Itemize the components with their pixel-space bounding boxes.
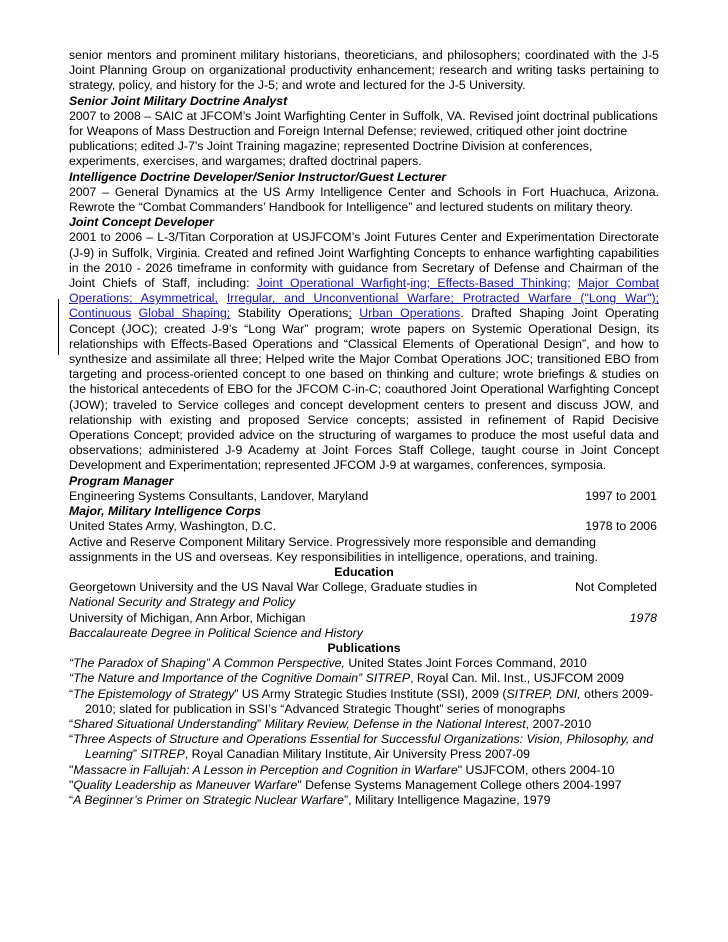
job-org-row xyxy=(69,489,659,504)
publication-title: Three Aspects of Structure and Operations Essential for Successful Organizations: Vision, Philosophy, and Learning xyxy=(73,732,654,762)
section-heading-publications: Publications xyxy=(327,640,401,655)
education-status: Not Completed xyxy=(574,580,657,595)
publications-section xyxy=(69,641,659,808)
education-year: 1978 xyxy=(629,610,657,625)
concept-link-major-combat-operations[interactable]: Major Combat Operations; Asymmetrical, xyxy=(69,276,659,306)
concept-link-urban-operations[interactable]: Urban Operations xyxy=(359,306,461,321)
publication-source: " Defense Systems Management College others 2004-1997 xyxy=(297,777,622,792)
publication-item xyxy=(69,793,659,808)
separator: - xyxy=(406,276,411,291)
concept-text-1: 2001 to 2006 – L-3/Titan Corporation at USJFCOM’s Joint Futures Center and Experimentation Directorate (J-9) in Suffolk, Virginia. Created and refined Joint Warfighting Concepts to enhance warfighting capabilities in the 2010 - 2026 timeframe in conformity with guidance from Secretary of Defense and Chairman of the Joint Chiefs of Staff, including: xyxy=(69,230,659,291)
education-school: Georgetown University and the US Naval War College, Graduate studies in xyxy=(69,580,478,595)
publication-item xyxy=(69,656,659,671)
publication-item xyxy=(69,717,659,732)
education-degree: Baccalaureate Degree in Political Science and History xyxy=(69,625,363,640)
publication-title: The Epistemology of Strategy xyxy=(73,686,235,701)
concept-link-semicolon[interactable]: ; xyxy=(348,306,352,321)
section-heading-education: Education xyxy=(334,564,394,579)
job-dates: 1978 to 2006 xyxy=(585,519,657,534)
job-doctrine-analyst xyxy=(69,94,659,170)
job-description: 2007 to 2008 – SAIC at JFCOM’s Joint Warfighting Center in Suffolk, VA. Revised joint doctrinal publications for Weapons of Mass Destruction and Foreign Internal Defense; reviewed, critiqued other joint doctrine publications; edited J-7’s Joint Training magazine; represented Doctrine Division at conferences, experiments, exercises, and wargames; drafted doctrinal papers. xyxy=(69,108,658,169)
quote-mark: " xyxy=(69,762,74,777)
education-entry-georgetown xyxy=(69,580,659,595)
publication-source: others 2009-2010; slated for publication in SSI’s “Advanced Strategic Thought” series of monographs xyxy=(85,686,654,716)
job-title: Major, Military Intelligence Corps xyxy=(69,504,262,519)
resume-page xyxy=(69,48,659,808)
education-field: National Security and Strategy and Policy xyxy=(69,595,296,610)
quote-mark: ” xyxy=(132,747,141,762)
job-title: Program Manager xyxy=(69,473,174,488)
quote-mark: " xyxy=(69,777,74,792)
education-section xyxy=(69,565,659,641)
publication-source: " USJFCOM, others 2004-10 xyxy=(457,762,615,777)
publication-title: “The Nature and Importance of the Cognitive Domain” SITREP xyxy=(69,671,411,686)
publication-title: “The Paradox of Shaping” A Common Perspective, xyxy=(69,656,345,671)
job-title: Joint Concept Developer xyxy=(69,215,214,230)
separator xyxy=(571,276,578,290)
publication-venue: Military Review, Defense in the National Interest xyxy=(264,716,526,731)
job-organization: Engineering Systems Consultants, Landover, Maryland xyxy=(69,488,369,503)
publication-source: , 2007-2010 xyxy=(525,716,592,731)
quote-mark: “ xyxy=(69,792,74,807)
publication-source: ”, Military Intelligence Magazine, 1979 xyxy=(343,792,551,807)
concept-link-global-shaping[interactable]: Global Shaping; xyxy=(138,306,231,321)
publication-item xyxy=(69,671,659,686)
education-school: University of Michigan, Ann Arbor, Michigan xyxy=(69,610,306,625)
publication-title: Massacre in Fallujah: A Lesson in Perception and Cognition in Warfare xyxy=(73,762,458,777)
revision-change-bar xyxy=(58,299,59,355)
intro-paragraph: senior mentors and prominent military historians, theoreticians, and philosophers; coordinated with the J-5 Joint Planning Group on organizational productivity enhancement; research and writing tasks pertaining to strategy, policy, and history for the J-5; and wrote and lectured for the J-5 University. xyxy=(69,48,659,93)
publication-venue: SITREP, DNI, xyxy=(506,686,581,701)
job-title: Senior Joint Military Doctrine Analyst xyxy=(69,93,288,108)
quote-mark: “ xyxy=(69,716,74,731)
publication-item xyxy=(69,778,659,793)
quote-mark: “ xyxy=(69,732,74,747)
publication-title: Shared Situational Understanding xyxy=(73,716,258,731)
job-dates: 1997 to 2001 xyxy=(585,488,657,503)
concept-text-2: Drafted Shaping Joint Operating Concept (JOC); created J-9’s “Long War” program; wrote papers on Systemic Operational Design, its relationships with Effects-Based Operations and “Classical Elements of Operational Design”, and how to synthesize and assimilate all three; Helped write the Major Combat Operations JOC; transitioned EBO from targeting and process-oriented concept to one based on thinking and culture; wrote briefings & studies on the historical antecedents of EBO for the JFCOM C-in-C; coauthored Joint Operational Warfighting Concept (JOW); traveled to Service colleges and concept development centers to present and discuss JOW, and relationship with existing and proposed Service concepts; assisted in refinement of Rapid Decisive Operations Concept; provided advice on the structuring of wargames to produce the most useful data and observations; administered J-9 Academy at Joint Forces Staff College, taught course in Joint Concept Development and Experimentation; represented JFCOM J-9 at wargames, conferences, symposia. xyxy=(69,306,659,473)
job-description: 2007 – General Dynamics at the US Army Intelligence Center and Schools in Fort Huachuca, Arizona. Rewrote the “Combat Commanders’ Handbook for Intelligence” and lectured students on military theory. xyxy=(69,184,659,215)
education-entry-michigan xyxy=(69,611,659,626)
publication-source: United States Joint Forces Command, 2010 xyxy=(344,656,587,671)
job-org-row xyxy=(69,519,659,534)
publication-item xyxy=(69,732,659,762)
publication-venue: SITREP xyxy=(140,747,185,762)
publication-source: , Royal Can. Mil. Inst., USJFCOM 2009 xyxy=(410,671,624,686)
job-description: Active and Reserve Component Military Service. Progressively more responsible and demanding assignments in the US and overseas. Key responsibilities in intelligence, operations, and training. xyxy=(69,534,599,564)
concept-link-joint-operational-warfighting[interactable]: Joint Operational Warfight xyxy=(256,276,407,291)
separator xyxy=(218,291,227,305)
separator: . xyxy=(460,306,464,321)
publication-title: A Beginner’s Primer on Strategic Nuclear Warfare xyxy=(73,792,344,807)
separator xyxy=(131,306,138,320)
stability-operations-text: Stability Operations xyxy=(230,306,349,321)
quote-mark: “ xyxy=(69,686,74,701)
publication-title: Quality Leadership as Maneuver Warfare xyxy=(73,777,298,792)
concept-link-irregular-warfare[interactable]: Irregular, and Unconventional Warfare; Protracted Warfare ("Long War"); Continuous xyxy=(69,291,660,321)
job-title: Intelligence Doctrine Developer/Senior Instructor/Guest Lecturer xyxy=(69,169,447,184)
job-organization: United States Army, Washington, D.C. xyxy=(69,519,277,534)
concept-link-effects-based-thinking[interactable]: ing; Effects-Based Thinking; xyxy=(410,276,571,291)
job-concept-developer xyxy=(69,215,659,473)
job-intel-doctrine xyxy=(69,170,659,216)
quote-mark: ” xyxy=(257,716,265,731)
job-military-intelligence xyxy=(69,504,659,565)
publication-item xyxy=(69,763,659,778)
job-program-manager xyxy=(69,474,659,504)
publication-source: ” US Army Strategic Studies Institute (SSI), 2009 ( xyxy=(234,686,507,701)
publication-source: , Royal Canadian Military Institute, Air University Press 2007-09 xyxy=(184,747,530,762)
publication-item xyxy=(69,687,659,717)
job-description xyxy=(69,230,659,473)
